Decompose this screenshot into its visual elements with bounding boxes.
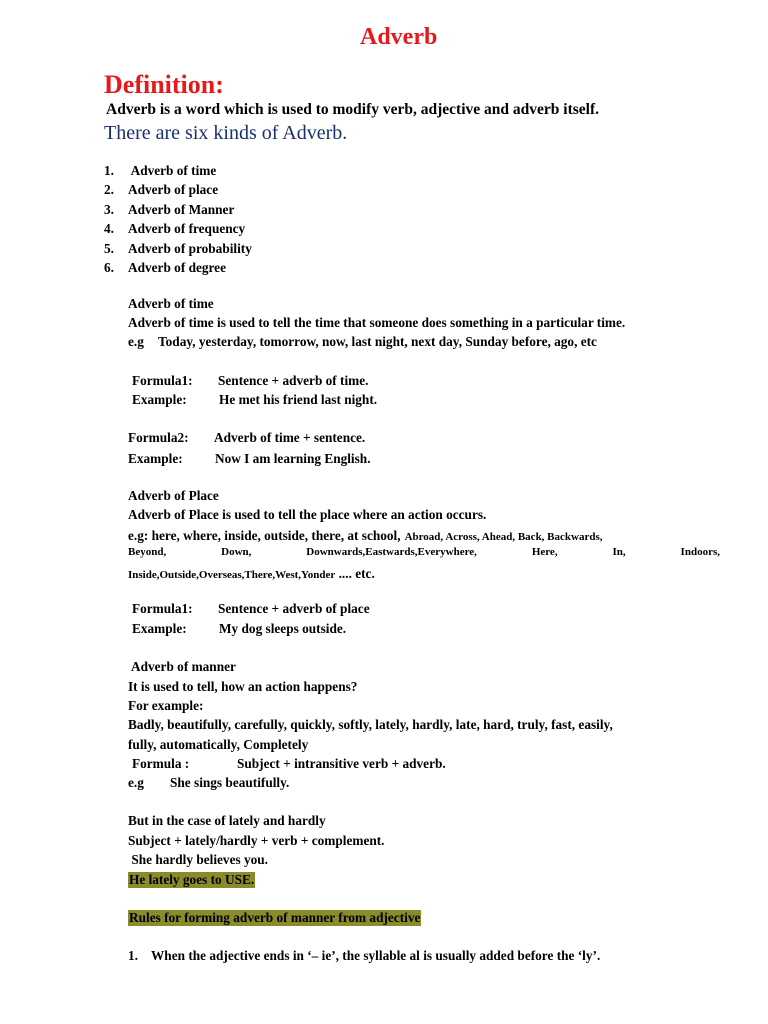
list-item: 6. Adverb of degree bbox=[104, 260, 226, 276]
list-item: 4. Adverb of frequency bbox=[104, 221, 246, 237]
rule-1: 1. When the adjective ends in ‘– ie’, the syllable al is usually added before the ‘ly’. bbox=[128, 948, 601, 963]
list-item: 3. Adverb of Manner bbox=[104, 201, 235, 217]
manner-question: It is used to tell, how an action happens? bbox=[128, 679, 358, 694]
manner-list-line2: fully, automatically, Completely bbox=[128, 737, 309, 752]
place-example-line1: e.g: here, where, inside, outside, there, at school, Abroad, Across, Ahead, Back, Backwards, bbox=[128, 528, 603, 543]
place-example-line2: Beyond, Down, Downwards,Eastwards,Everywhere, Here, In, Indoors, bbox=[128, 546, 720, 558]
list-item: 1. Adverb of time bbox=[104, 163, 217, 178]
section-heading-manner: Adverb of manner bbox=[131, 659, 236, 674]
list-item: 5. Adverb of probability bbox=[104, 240, 252, 256]
place-example-line3: Inside,Outside,Overseas,There,West,Yonder .... etc. bbox=[128, 566, 375, 581]
time-example-line: e.g Today, yesterday, tomorrow, now, last night, next day, Sunday before, ago, etc bbox=[128, 334, 597, 349]
manner-list-line1: Badly, beautifully, carefully, quickly, softly, lately, hardly, late, hard, truly, fast, easily, bbox=[128, 717, 613, 732]
manner-case-line: But in the case of lately and hardly bbox=[128, 813, 326, 828]
highlighted-example: He lately goes to USE. bbox=[129, 872, 255, 887]
page-title: Adverb bbox=[360, 24, 438, 50]
place-description: Adverb of Place is used to tell the place where an action occurs. bbox=[128, 507, 487, 522]
manner-for-example: For example: bbox=[128, 698, 204, 713]
section-heading-time: Adverb of time bbox=[128, 296, 214, 311]
time-formula1: Formula1: Sentence + adverb of time. bbox=[132, 373, 369, 388]
time-example2: Example: Now I am learning English. bbox=[128, 451, 371, 466]
definition-heading: Definition: bbox=[104, 70, 224, 99]
time-formula2: Formula2: Adverb of time + sentence. bbox=[128, 430, 366, 445]
place-example1: Example: My dog sleeps outside. bbox=[132, 621, 347, 636]
time-example1: Example: He met his friend last night. bbox=[132, 392, 378, 407]
section-heading-place: Adverb of Place bbox=[128, 488, 219, 503]
time-description: Adverb of time is used to tell the time that someone does something in a particular time. bbox=[128, 315, 626, 330]
kinds-list bbox=[104, 161, 252, 277]
kinds-heading: There are six kinds of Adverb. bbox=[104, 122, 348, 144]
place-formula1: Formula1: Sentence + adverb of place bbox=[132, 601, 370, 616]
manner-formula: Formula : Subject + intransitive verb + adverb. bbox=[132, 756, 446, 771]
manner-case-example: She hardly believes you. bbox=[128, 852, 269, 867]
manner-case-formula: Subject + lately/hardly + verb + complement. bbox=[128, 833, 385, 848]
list-item: 2. Adverb of place bbox=[104, 182, 219, 198]
definition-text: Adverb is a word which is used to modify verb, adjective and adverb itself. bbox=[106, 101, 599, 118]
rules-heading: Rules for forming adverb of manner from adjective bbox=[129, 910, 421, 925]
manner-example: e.g She sings beautifully. bbox=[128, 775, 290, 790]
